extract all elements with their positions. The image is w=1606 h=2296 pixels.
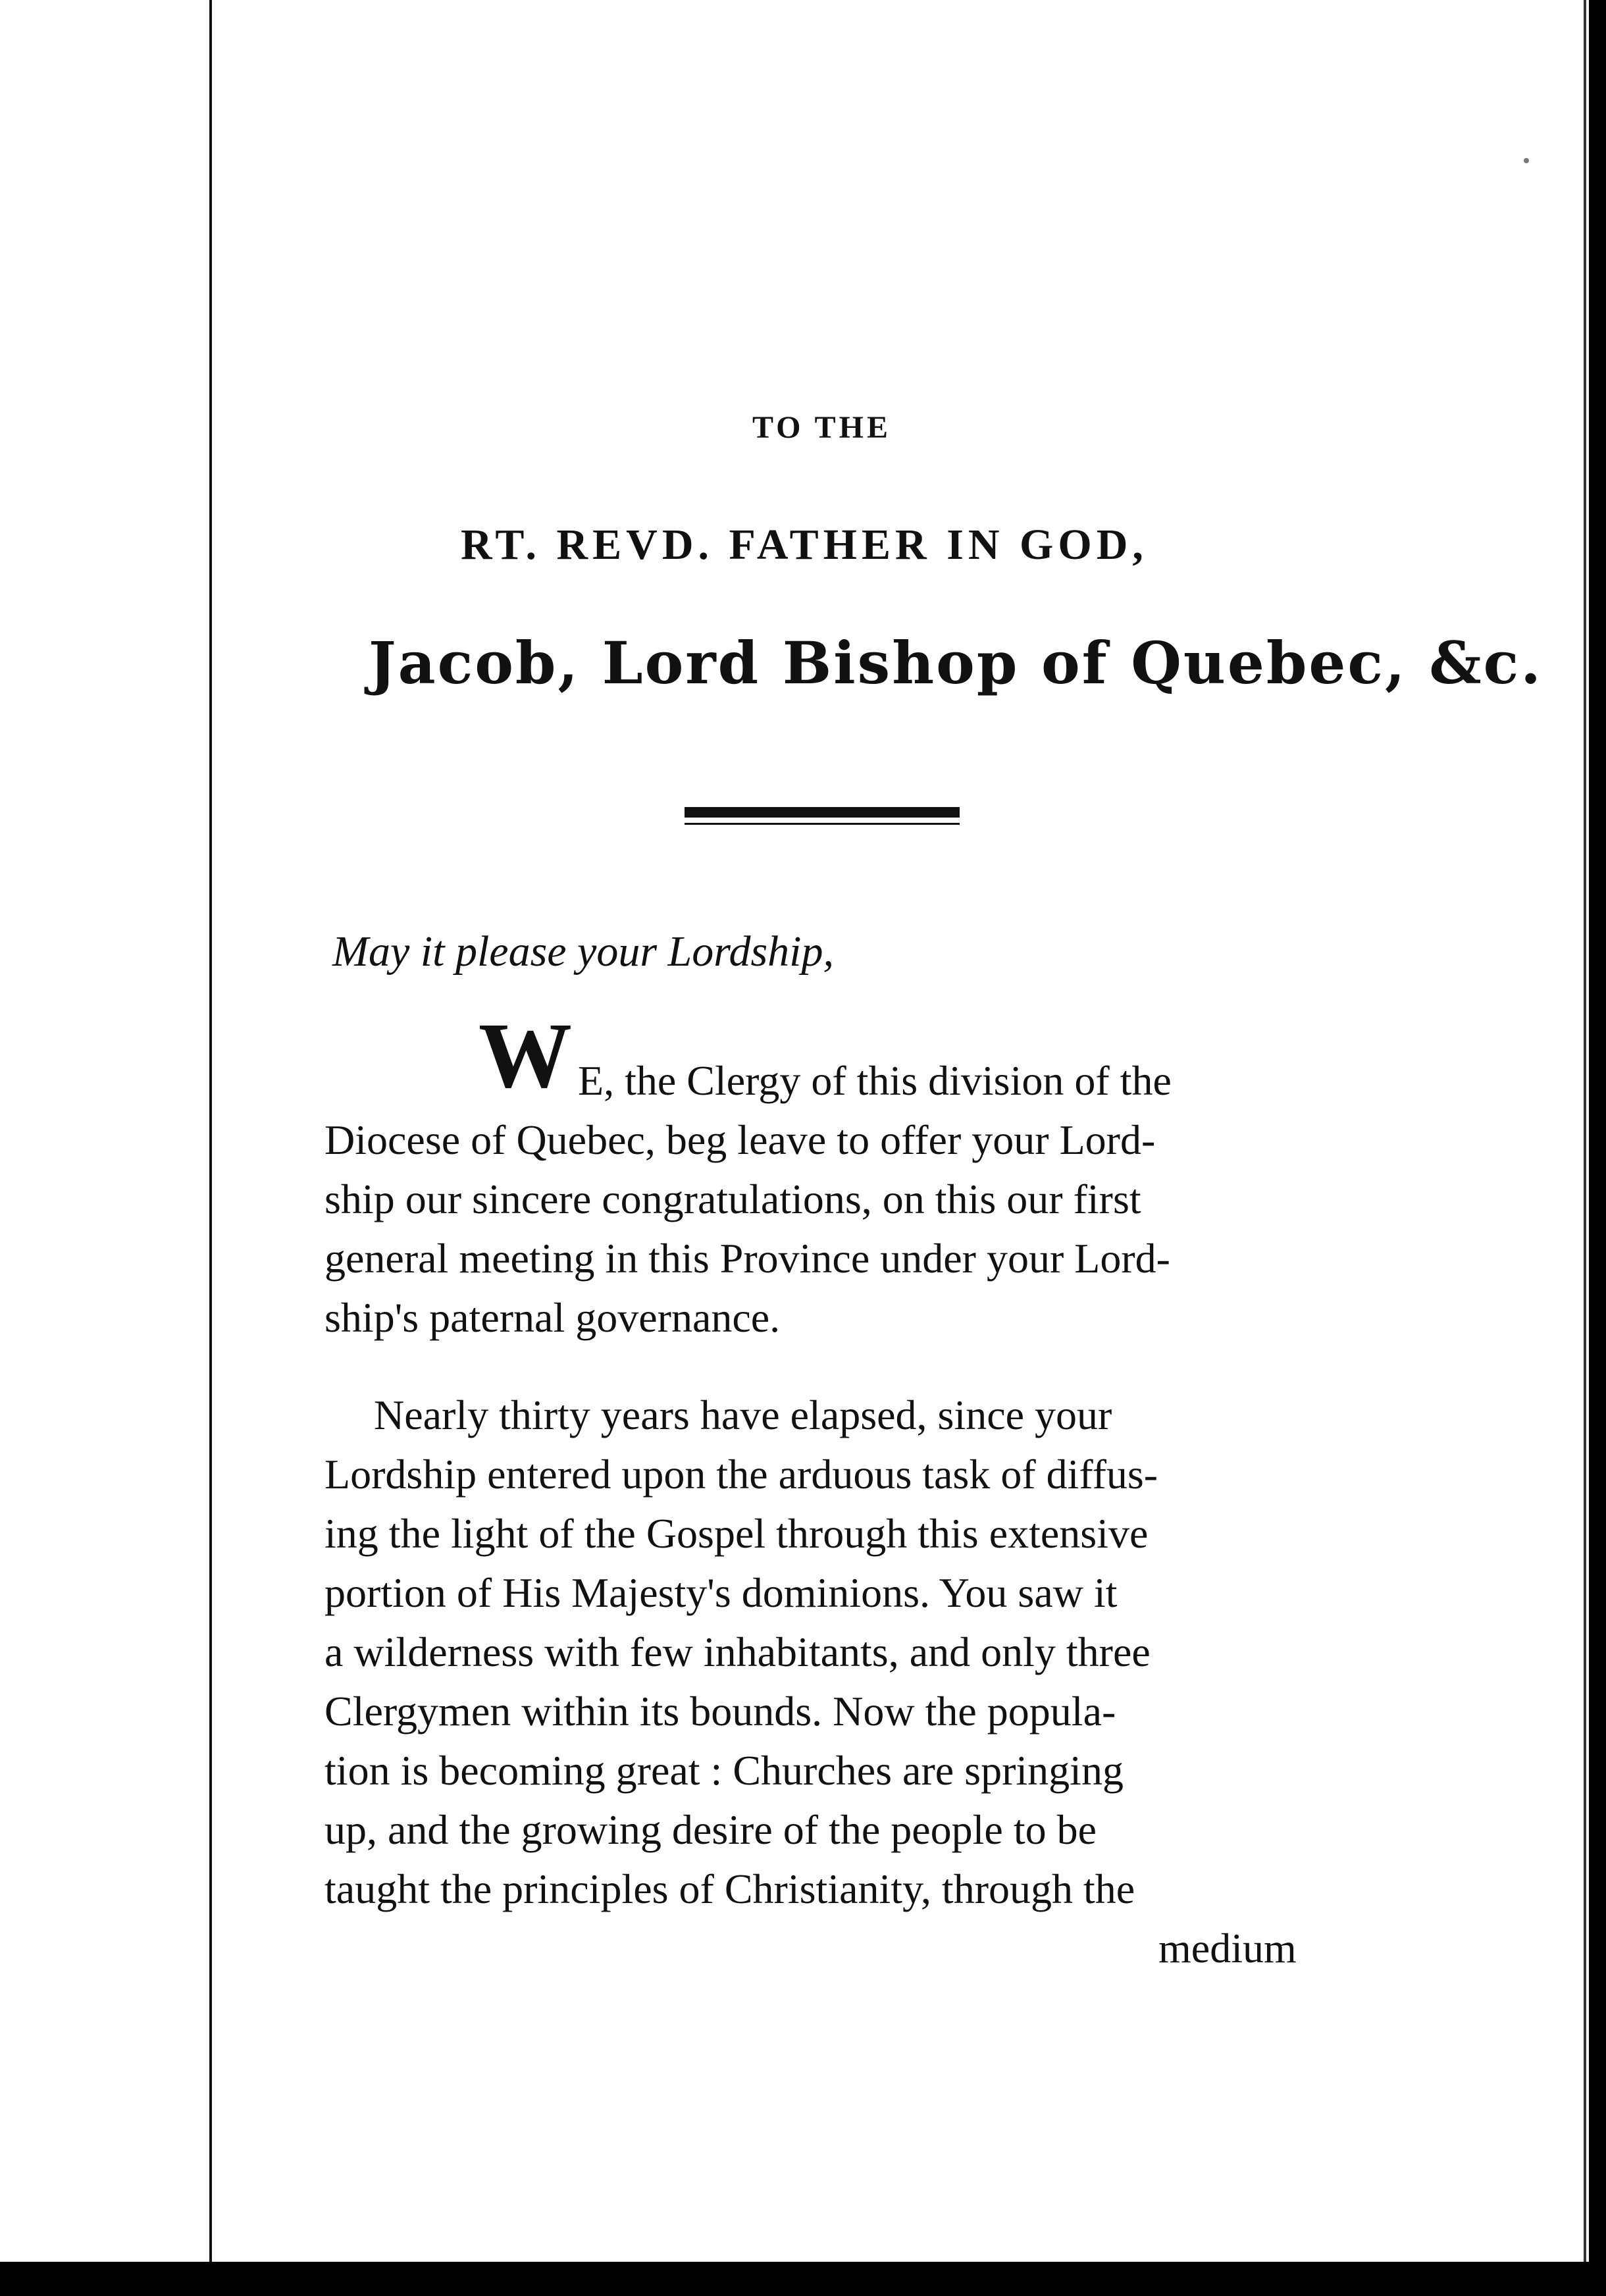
left-margin <box>0 0 212 2262</box>
right-edge <box>1589 0 1606 2262</box>
paragraph1-line: ship our sincere congratulations, on this our first <box>324 1176 1141 1222</box>
heading-to-the: TO THE <box>752 410 891 445</box>
paragraph2-line: up, and the growing desire of the people to be <box>324 1806 1097 1853</box>
heading-bishop-name: Jacob, Lord Bishop of Quebec, &c. <box>369 629 1543 697</box>
catchword: medium <box>1158 1925 1297 1971</box>
paragraph1-line: general meeting in this Province under your Lord- <box>324 1235 1170 1282</box>
paragraph2-line: Nearly thirty years have elapsed, since your <box>374 1392 1112 1438</box>
right-edge-line <box>1584 0 1586 2262</box>
paragraph1-line: E, the Clergy of this division of the <box>578 1057 1172 1104</box>
paragraph2-line: portion of His Majesty's dominions. You saw it <box>324 1569 1118 1616</box>
paragraph2-line: ing the light of the Gospel through this extensive <box>324 1510 1149 1557</box>
divider-thin <box>685 823 960 825</box>
paragraph1-line: ship's paternal governance. <box>324 1294 781 1341</box>
page-speck <box>1524 158 1529 163</box>
divider-thick <box>685 807 960 818</box>
paragraph2-line: Lordship entered upon the arduous task of diffus- <box>324 1451 1158 1498</box>
paragraph1-line: Diocese of Quebec, beg leave to offer your Lord- <box>324 1116 1156 1163</box>
salutation: May it please your Lordship, <box>332 927 834 976</box>
bottom-edge <box>0 2262 1606 2296</box>
drop-cap: W <box>479 1003 572 1107</box>
paragraph2-line: Clergymen within its bounds. Now the popula- <box>324 1688 1116 1735</box>
paragraph2-line: taught the principles of Christianity, through the <box>324 1866 1135 1912</box>
paragraph2-line: tion is becoming great : Churches are springing <box>324 1747 1124 1794</box>
paragraph2-line: a wilderness with few inhabitants, and only three <box>324 1629 1151 1675</box>
heading-father-in-god: RT. REVD. FATHER IN GOD, <box>461 521 1148 569</box>
